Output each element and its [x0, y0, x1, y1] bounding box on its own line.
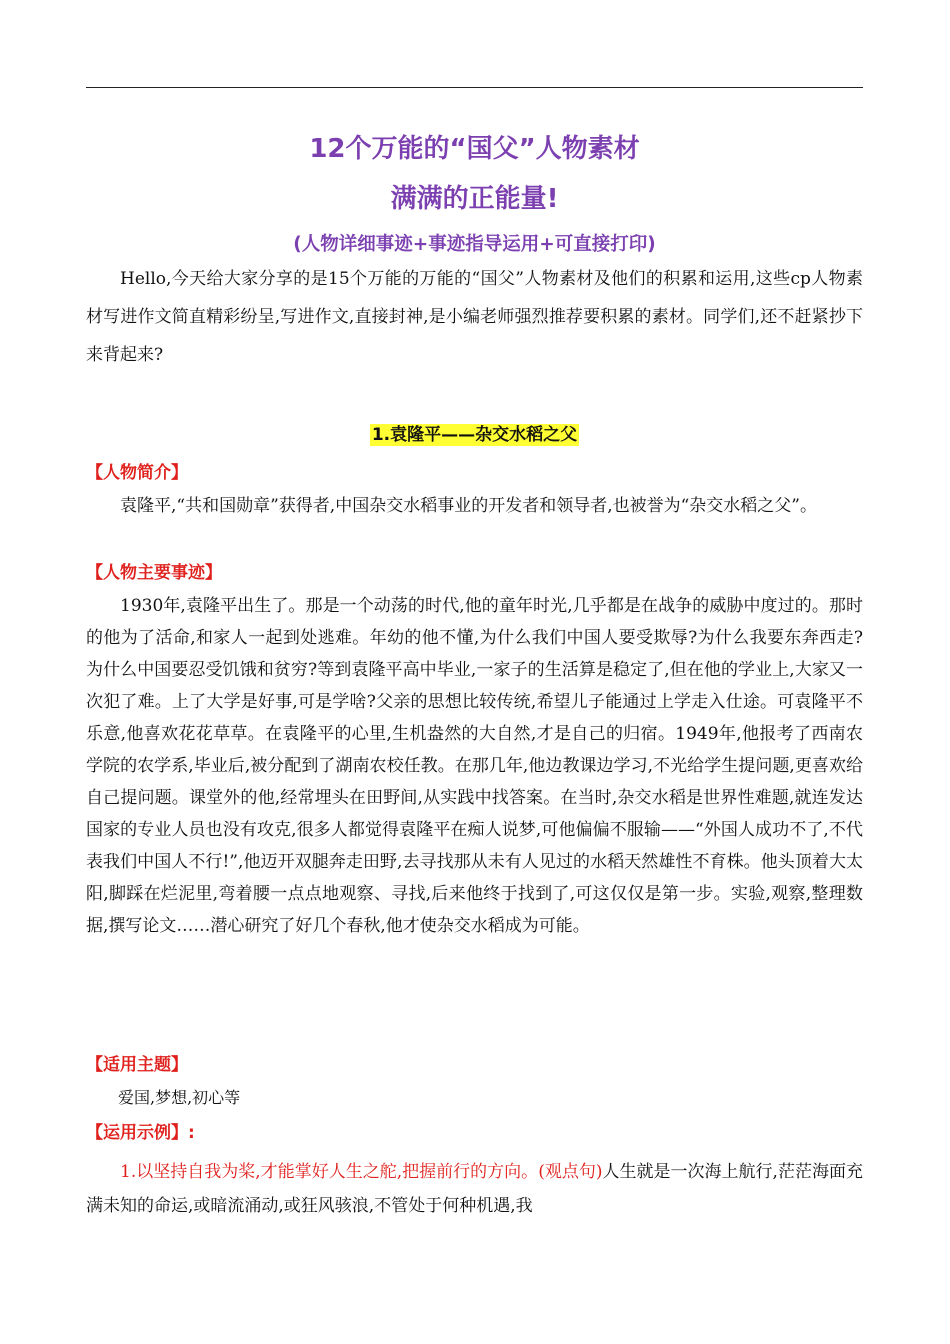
- section-title-text: 1.袁隆平——杂交水稻之父: [371, 425, 578, 445]
- person-intro-text: 袁隆平,“共和国勋章”获得者,中国杂交水稻事业的开发者和领导者,也被誉为“杂交水稻之父”。: [120, 496, 817, 516]
- example-body-text: 人生就是一次海上航行,茫茫海面充满未知的命运,或暗流涌动,或狂风骇浪,不管处于何种机遇,我: [86, 1162, 863, 1216]
- header-rule: [86, 87, 863, 88]
- person-deeds-text: 1930年,袁隆平出生了。那是一个动荡的时代,他的童年时光,几乎都是在战争的威胁中度过的。那时的他为了活命,和家人一起到处逃难。年幼的他不懂,为什么我们中国人要受欺辱?为什么我要东奔西走?为什么中国要忍受饥饿和贫穷?等到袁隆平高中毕业,一家子的生活算是稳定了,但在他的学业上,大家又一次犯了难。上了大学是好事,可是学啥?父亲的思想比较传统,希望儿子能通过上学走入仕途。可袁隆平不乐意,他喜欢花花草草。在袁隆平的心里,生机盎然的大自然,才是自己的归宿。1949年,他报考了西南农学院的农学系,毕业后,被分配到了湖南农校任教。在那几年,他边教课边学习,不光给学生提问题,更喜欢给自己提问题。课堂外的他,经常埋头在田野间,从实践中找答案。在当时,杂交水稻是世界性难题,就连发达国家的专业人员也没有攻克,很多人都觉得袁隆平在痴人说梦,可他偏偏不服输——“外国人成功不了,不代表我们中国人不行!”,他迈开双腿奔走田野,去寻找那从未有人见过的水稻天然雄性不育株。他头顶着大太阳,脚踩在烂泥里,弯着腰一点点地观察、寻找,后来他终于找到了,可这仅仅是第一步。实验,观察,整理数据,撰写论文……潜心研究了好几个春秋,他才使杂交水稻成为可能。: [86, 596, 863, 936]
- page-title: 12个万能的“国父”人物素材: [309, 134, 640, 164]
- theme-heading: 【适用主题】: [86, 1055, 188, 1075]
- page-subtitle: 满满的正能量!: [390, 184, 559, 214]
- example-heading: 【运用示例】:: [86, 1123, 195, 1143]
- example-paragraph: [86, 1155, 863, 1223]
- person-deeds-heading: 【人物主要事迹】: [86, 563, 222, 583]
- person-intro-heading: 【人物简介】: [86, 463, 188, 483]
- page-tagline: (人物详细事迹+事迹指导运用+可直接打印): [293, 234, 656, 255]
- intro-paragraph: Hello,今天给大家分享的是15个万能的万能的“国父”人物素材及他们的积累和运用,这些cp人物素材写进作文简直精彩纷呈,写进作文,直接封神,是小编老师强烈推荐要积累的素材。同学们,还不赶紧抄下来背起来?: [86, 269, 863, 365]
- example-lead-sentence: 1.以坚持自我为桨,才能掌好人生之舵,把握前行的方向。(观点句): [120, 1162, 603, 1182]
- section-title: [86, 420, 863, 445]
- theme-text: 爱国,梦想,初心等: [118, 1088, 241, 1107]
